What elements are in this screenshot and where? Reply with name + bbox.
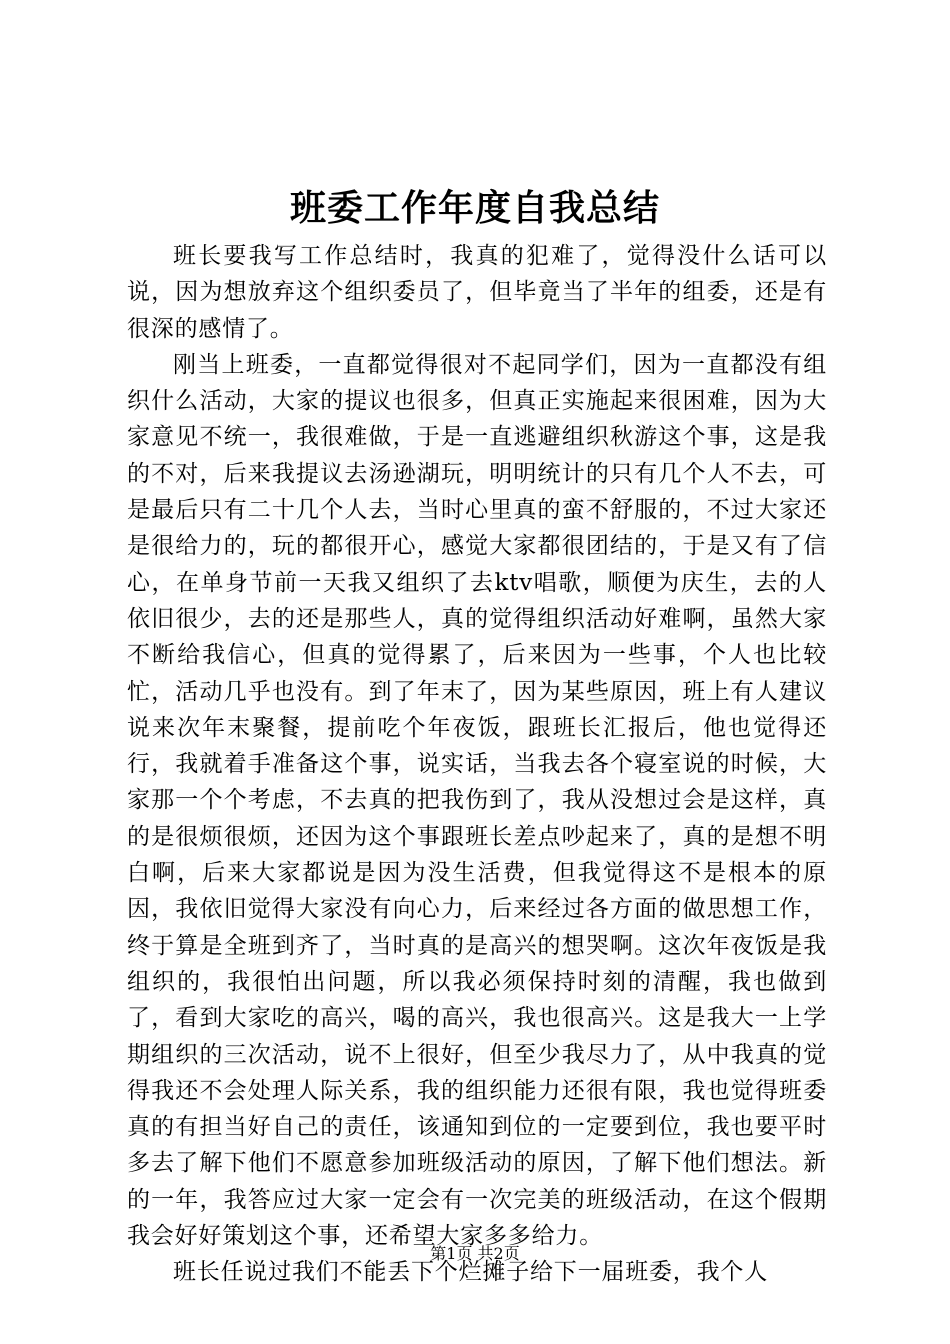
paragraph-1: 班长要我写工作总结时，我真的犯难了，觉得没什么话可以说，因为想放弃这个组织委员了，但毕竟当了半年的组委，还是有很深的感情了。 xyxy=(127,243,827,342)
paragraph-3: 班长任说过我们不能丢下个烂摊子给下一届班委，我个人 xyxy=(173,1259,768,1286)
page-number-footer: 第1页 共2页 xyxy=(430,1244,520,1263)
paragraph-2: 刚当上班委，一直都觉得很对不起同学们，因为一直都没有组织什么活动，大家的提议也很多，但真正实施起来很困难，因为大家意见不统一，我很难做，于是一直逃避组织秋游这个事，这是我的不对，后来我提议去汤逊湖玩，明明统计的只有几个人不去，可是最后只有二十几个人去，当时心里真的蛮不舒服的，不过大家还是很给力的，玩的都很开心，感觉大家都很团结的，于是又有了信心，在单身节前一天我又组织了去ktv唱歌，顺便为庆生，去的人依旧很少，去的还是那些人，真的觉得组织活动好难啊，虽然大家不断给我信心，但真的觉得累了，后来因为一些事，个人也比较忙，活动几乎也没有。到了年末了，因为某些原因，班上有人建议说来次年末聚餐，提前吃个年夜饭，跟班长汇报后，他也觉得还行，我就着手准备这个事，说实话，当我去各个寝室说的时候，大家那一个个考虑，不去真的把我伤到了，我从没想过会是这样，真的是很烦很烦，还因为这个事跟班长差点吵起来了，真的是想不明白啊，后来大家都说是因为没生活费，但我觉得这不是根本的原因，我依旧觉得大家没有向心力，后来经过各方面的做思想工作，终于算是全班到齐了，当时真的是高兴的想哭啊。这次年夜饭是我组织的，我很怕出问题，所以我必须保持时刻的清醒，我也做到了，看到大家吃的高兴，喝的高兴，我也很高兴。这是我大一上学期组织的三次活动，说不上很好，但至少我尽力了，从中我真的觉得我还不会处理人际关系，我的组织能力还很有限，我也觉得班委真的有担当好自己的责任，该通知到位的一定要到位，我也要平时多去了解下他们不愿意参加班级活动的原因，了解下他们想法。新的一年，我答应过大家一定会有一次完美的班级活动，在这个假期我会好好策划这个事，还希望大家多多给力。 xyxy=(127,351,827,1250)
document-body xyxy=(127,238,827,1291)
document-title: 班委工作年度自我总结 xyxy=(289,187,660,229)
